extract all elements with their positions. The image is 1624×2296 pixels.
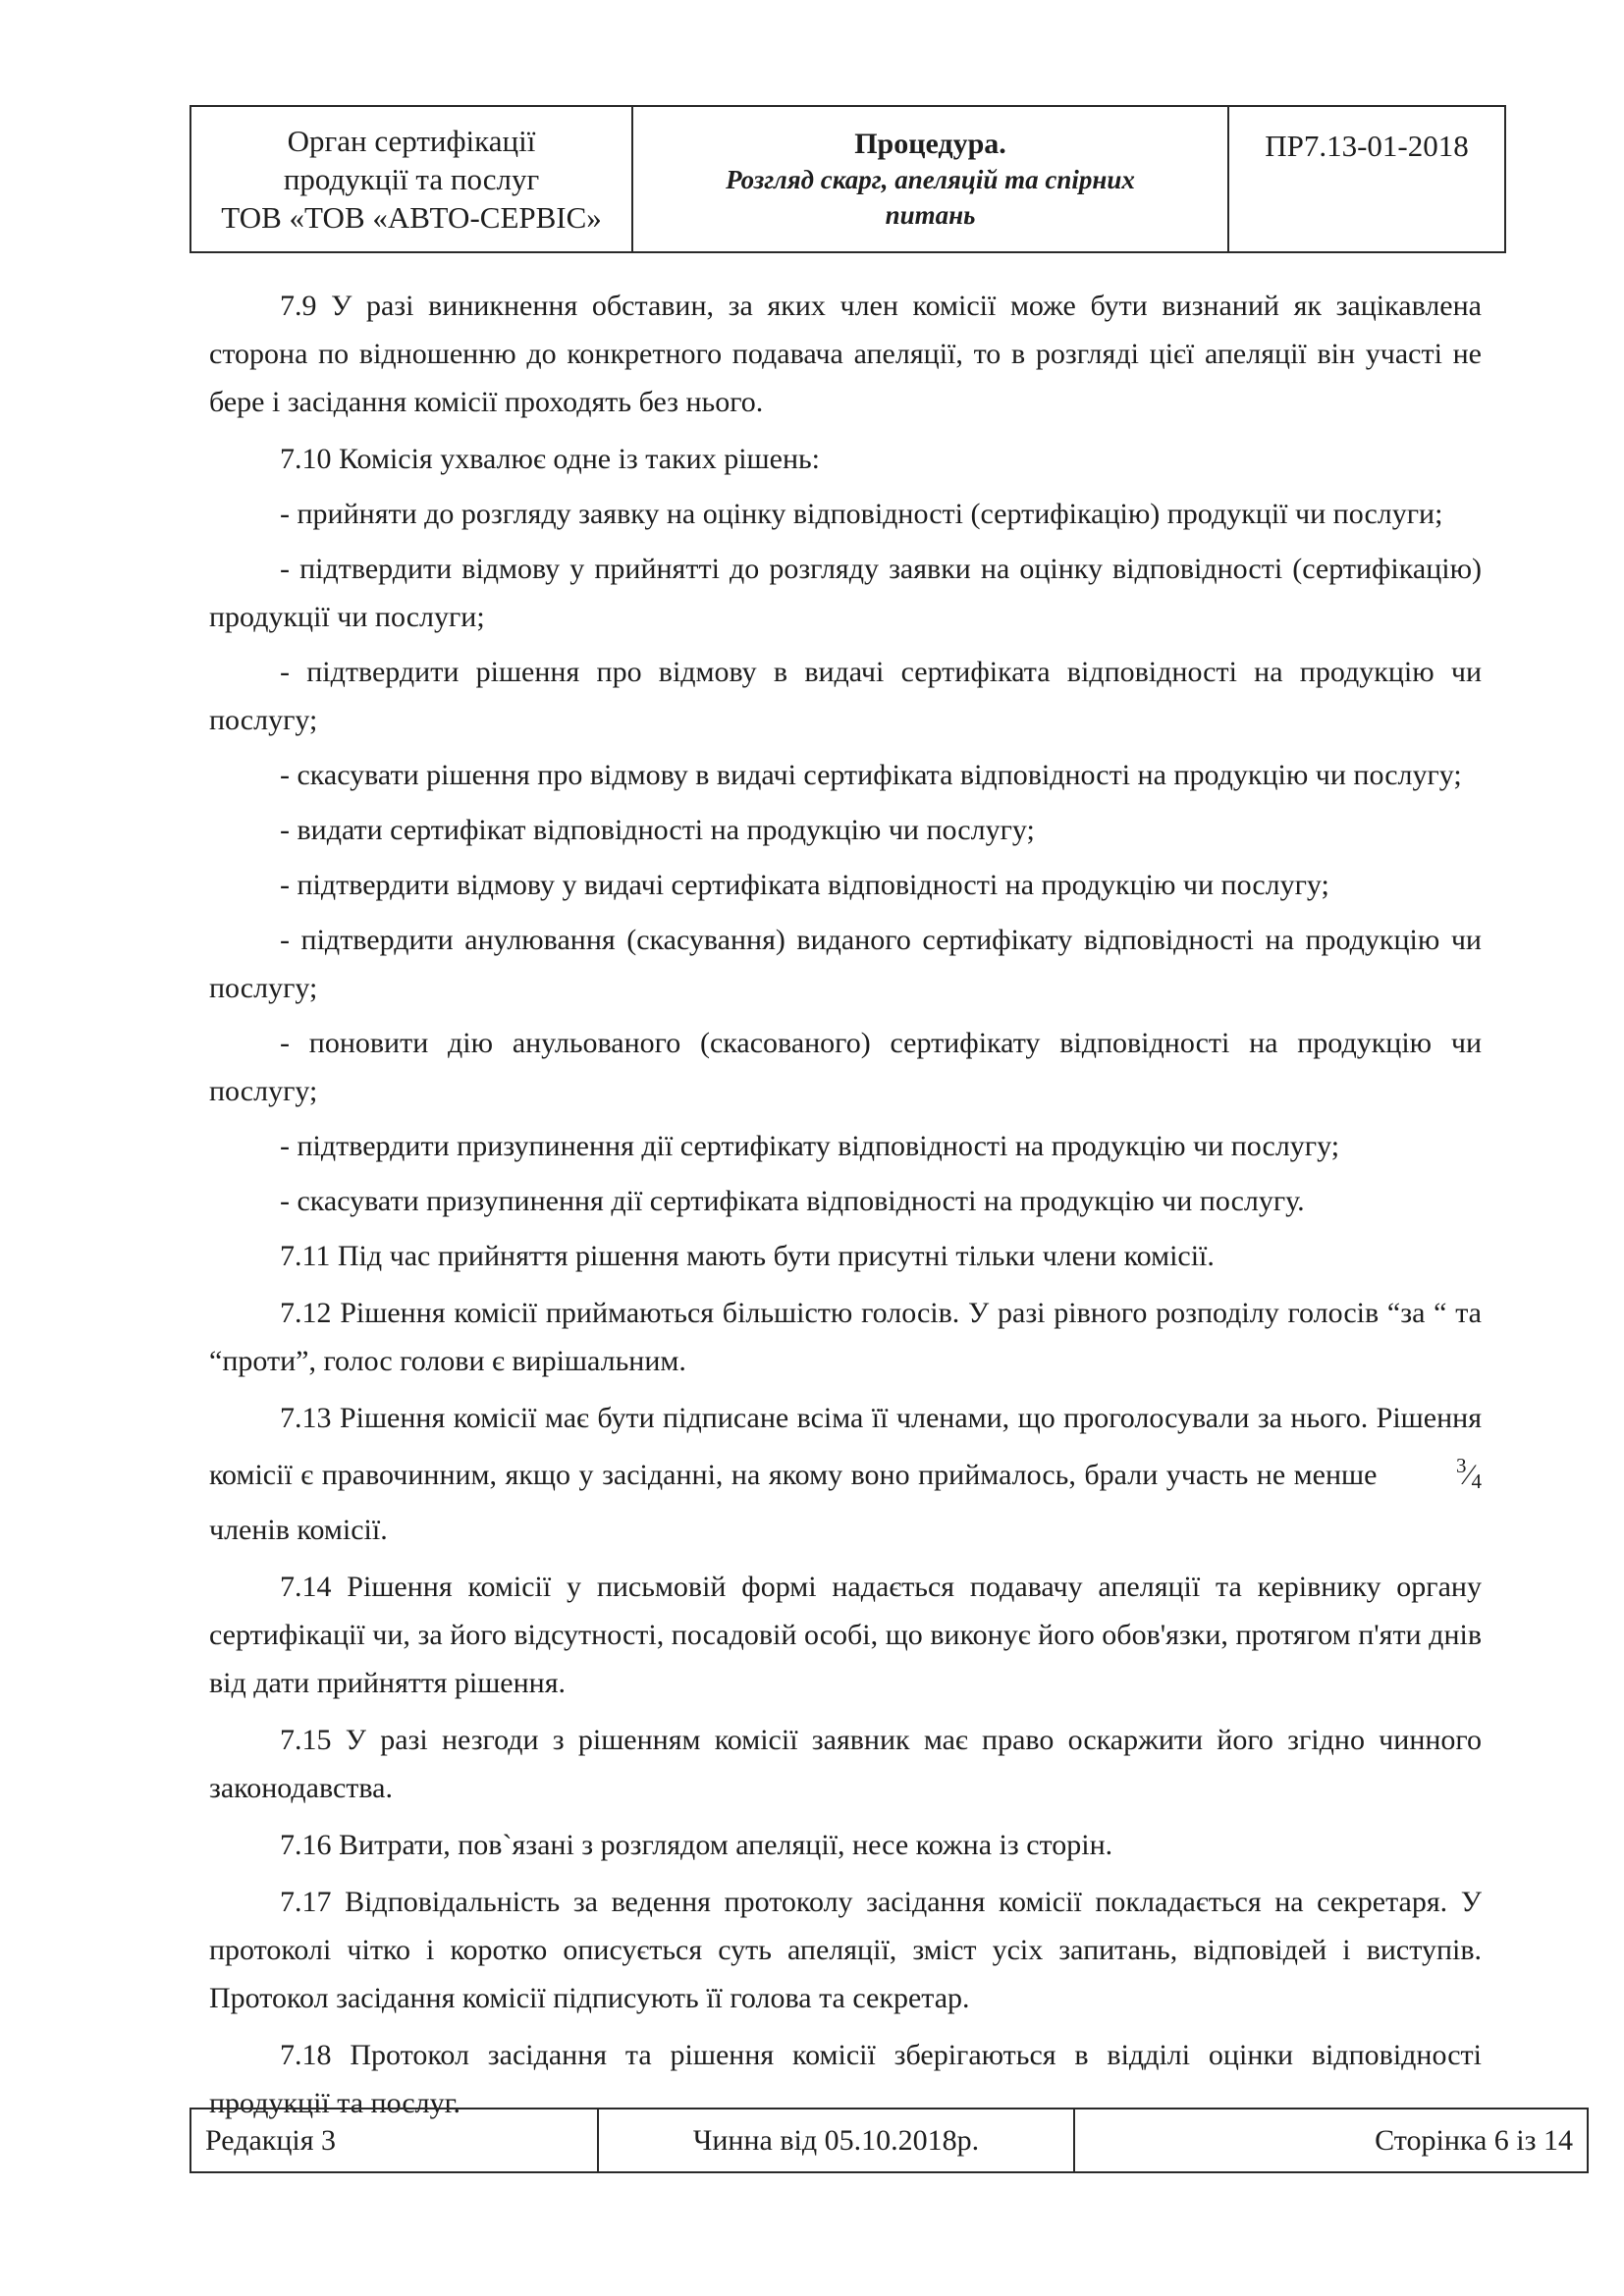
- decision-item: - скасувати призупинення дії сертифіката відповідності на продукцію чи послугу.: [280, 1185, 1305, 1217]
- decision-item: - підтвердити анулювання (скасування) виданого сертифікату відповідності на продукцію чи послугу;: [209, 924, 1482, 1004]
- document-header: [189, 105, 1506, 253]
- paragraph-7-17: 7.17 Відповідальність за ведення протоколу засідання комісії покладається на секретаря. У протоколі чітко і коротко описується суть апеляції, зміст усіх запитань, відповідей і виступів. Протокол засідання комісії підписують її голова та секретар.: [209, 1886, 1482, 2014]
- paragraph-7-14: 7.14 Рішення комісії у письмовій формі надається подавачу апеляції та керівнику органу сертифікації чи, за його відсутності, посадовій особі, що виконує його обов'язки, протягом п'яти днів від дати прийняття рішення.: [209, 1571, 1482, 1699]
- decision-item: - прийняти до розгляду заявку на оцінку відповідності (сертифікацію) продукції чи послуги;: [280, 498, 1443, 530]
- procedure-title: Процедура.: [854, 127, 1006, 160]
- procedure-subtitle-line-1: Розгляд скарг, апеляцій та спірних: [726, 164, 1135, 194]
- paragraph-7-10: 7.10 Комісія ухвалює одне із таких рішень:: [280, 443, 821, 475]
- org-line-2: продукції та послуг: [283, 162, 540, 196]
- decision-item: - підтвердити відмову у видачі сертифіката відповідності на продукцію чи послугу;: [280, 869, 1329, 901]
- valid-from-cell: [598, 2109, 1074, 2172]
- paragraph-7-18: 7.18 Протокол засідання та рішення комісії зберігаються в відділі оцінки відповідності продукції та послуг.: [209, 2039, 1482, 2119]
- document-body: [209, 282, 1482, 2136]
- fraction-denominator: 4: [1471, 1469, 1483, 1493]
- paragraph-7-11: 7.11 Під час прийняття рішення мають бути присутні тільки члени комісії.: [280, 1240, 1215, 1272]
- page-number-label: Сторінка 6 із 14: [1375, 2123, 1573, 2157]
- decision-item: - підтвердити призупинення дії сертифікату відповідності на продукцію чи послугу;: [280, 1130, 1340, 1162]
- document-footer: [189, 2108, 1589, 2173]
- org-line-1: Орган сертифікації: [287, 124, 536, 158]
- decision-item: - видати сертифікат відповідності на продукцію чи послугу;: [280, 814, 1035, 846]
- decision-item: - підтвердити відмову у прийнятті до розгляду заявки на оцінку відповідності (сертифікацію) продукції чи послуги;: [209, 553, 1482, 633]
- paragraph-7-13: [209, 1394, 1482, 1554]
- certification-body-cell: [190, 106, 632, 252]
- edition-label: Редакція 3: [205, 2123, 337, 2157]
- document-code-cell: [1228, 106, 1505, 252]
- edition-cell: [190, 2109, 598, 2172]
- procedure-subtitle-line-2: питань: [885, 199, 976, 230]
- paragraph-7-13-tail: членів комісії.: [209, 1514, 388, 1546]
- valid-from-label: Чинна від 05.10.2018р.: [692, 2123, 980, 2157]
- paragraph-7-16: 7.16 Витрати, пов`язані з розглядом апеляції, несе кожна із сторін.: [280, 1829, 1113, 1861]
- procedure-title-cell: [632, 106, 1228, 252]
- three-quarters-fraction: $^3⁄_4$: [1456, 1454, 1483, 1493]
- paragraph-7-12: 7.12 Рішення комісії приймаються більшістю голосів. У разі рівного розподілу голосів “за “ та “проти”, голос голови є вирішальним.: [209, 1297, 1482, 1377]
- decision-item: - скасувати рішення про відмову в видачі сертифіката відповідності на продукцію чи послугу;: [280, 759, 1462, 791]
- paragraph-7-13-text: 7.13 Рішення комісії має бути підписане всіма її членами, що проголосували за нього. Рішення комісії є правочинним, якщо у засіданні, на якому воно приймалось, брали участь не менше: [209, 1402, 1482, 1491]
- page-number-cell: [1074, 2109, 1588, 2172]
- document-code: ПР7.13-01-2018: [1265, 129, 1469, 163]
- paragraph-7-9: 7.9 У разі виникнення обставин, за яких член комісії може бути визнаний як зацікавлена сторона по відношенню до конкретного подавача апеляції, то в розгляді цієї апеляції він участі не бере і засідання комісії проходять без нього.: [209, 290, 1482, 418]
- paragraph-7-15: 7.15 У разі незгоди з рішенням комісії заявник має право оскаржити його згідно чинного законодавства.: [209, 1724, 1482, 1804]
- org-line-3: ТОВ «ТОВ «АВТО-СЕРВІС»: [221, 200, 602, 235]
- decision-item: - підтвердити рішення про відмову в видачі сертифіката відповідності на продукцію чи послугу;: [209, 656, 1482, 736]
- decision-item: - поновити дію анульованого (скасованого) сертифікату відповідності на продукцію чи послугу;: [209, 1027, 1482, 1107]
- fraction-numerator: 3: [1456, 1454, 1467, 1477]
